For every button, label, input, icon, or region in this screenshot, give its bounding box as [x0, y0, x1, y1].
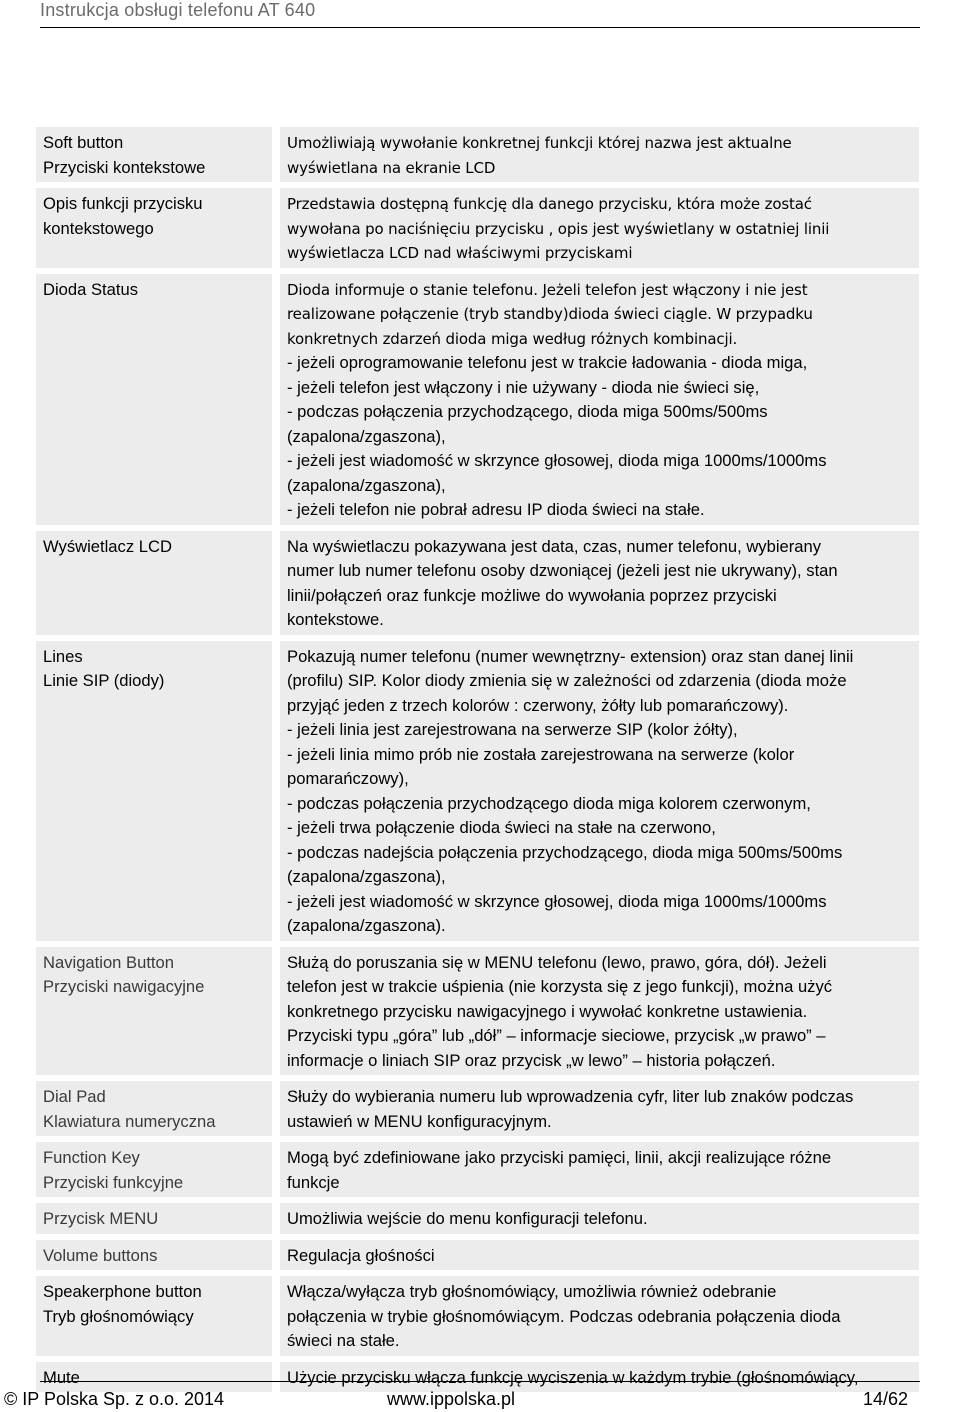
description-line: konkretnych zdarzeń dioda miga według różnych kombinacji. [287, 329, 738, 348]
description-line: Umożliwia wejście do menu konfiguracji telefonu. [287, 1209, 648, 1228]
key-line: Linie SIP (diody) [43, 671, 165, 690]
key-line: Tryb głośnomówiący [43, 1306, 194, 1326]
row-description [272, 531, 919, 641]
key-line: Przyciski nawigacyjne [43, 977, 205, 996]
row-key [36, 531, 272, 641]
description-line: Użycie przycisku włącza funkcję wyciszenia w każdym trybie (głośnomówiący, [287, 1367, 859, 1387]
key-line: Mute [43, 1367, 80, 1387]
description-line: Mogą być zdefiniowane jako przyciski pamięci, linii, akcji realizujące różne [287, 1148, 832, 1167]
footer-website: www.ippolska.pl [387, 1389, 516, 1409]
row-description [272, 188, 919, 274]
table-row [36, 1142, 919, 1203]
row-key [36, 1240, 272, 1277]
description-line: - jeżeli oprogramowanie telefonu jest w trakcie ładowania - dioda miga, [287, 353, 808, 372]
description-line: (profilu) SIP. Kolor diody zmienia się w zależności od zdarzenia (dioda może [287, 671, 847, 690]
button-description-table [36, 127, 919, 1398]
row-description [272, 1203, 919, 1240]
description-line: przyjąć jeden z trzech kolorów : czerwony, żółty lub pomarańczowy). [287, 695, 789, 715]
key-line: Przyciski funkcyjne [43, 1172, 184, 1192]
description-line: - podczas nadejścia połączenia przychodzącego, dioda miga 500ms/500ms [287, 842, 843, 862]
description-line: - podczas połączenia przychodzącego dioda miga kolorem czerwonym, [287, 793, 811, 813]
key-line: Przycisk MENU [43, 1209, 159, 1228]
key-line: Opis funkcji przycisku [43, 194, 203, 213]
description-line: - jeżeli jest wiadomość w skrzynce głosowej, dioda miga 1000ms/1000ms [287, 891, 827, 911]
key-line: Soft button [43, 133, 124, 152]
description-line: telefon jest w trakcie uśpienia (nie korzysta się z jego funkcji), można użyć [287, 977, 833, 996]
description-line: (zapalona/zgaszona), [287, 475, 446, 495]
table-row [36, 531, 919, 641]
table-row [36, 947, 919, 1082]
description-line: Służy do wybierania numeru lub wprowadzenia cyfr, liter lub znaków podczas [287, 1087, 854, 1106]
description-line: Włącza/wyłącza tryb głośnomówiący, umożliwia również odebranie [287, 1282, 777, 1301]
row-key [36, 188, 272, 274]
description-line: Przyciski typu „góra” lub „dół” – informacje sieciowe, przycisk „w prawo” – [287, 1026, 826, 1045]
key-line: Dial Pad [43, 1087, 106, 1106]
footer-copyright: © IP Polska Sp. z o.o. 2014 [4, 1389, 225, 1409]
table-row [36, 641, 919, 947]
row-description [272, 641, 919, 947]
row-description [272, 1276, 919, 1362]
row-key [36, 1276, 272, 1362]
table-row [36, 1081, 919, 1142]
description-line: konkretnego przycisku nawigacyjnego i wywołać konkretne ustawienia. [287, 1001, 808, 1021]
description-line: (zapalona/zgaszona), [287, 867, 446, 886]
row-key [36, 947, 272, 1082]
description-line: linii/połączeń oraz funkcje możliwe do wywołania poprzez przyciski [287, 585, 777, 605]
description-line: Umożliwiają wywołanie konkretnej funkcji której nazwa jest aktualne [287, 134, 792, 152]
description-line: wyświetlacza LCD nad właściwymi przyciskami [287, 244, 633, 262]
table-row [36, 274, 919, 531]
description-line: informacje o liniach SIP oraz przycisk „w lewo” – historia połączeń. [287, 1050, 776, 1070]
row-key [36, 274, 272, 531]
description-line: - jeżeli telefon nie pobrał adresu IP dioda świeci na stałe. [287, 500, 705, 519]
row-description [272, 1081, 919, 1142]
row-description [272, 274, 919, 531]
description-line: Pokazują numer telefonu (numer wewnętrzny- extension) oraz stan danej linii [287, 646, 854, 666]
key-line: Klawiatura numeryczna [43, 1111, 216, 1131]
description-line: realizowane połączenie (tryb standby)dioda świeci ciągle. W przypadku [287, 305, 813, 323]
table-row [36, 1240, 919, 1277]
page-footer [0, 1381, 960, 1412]
key-line: Dioda Status [43, 279, 139, 299]
description-line: Przedstawia dostępną funkcję dla danego przycisku, która może zostać [287, 195, 812, 213]
description-line: pomarańczowy), [287, 769, 409, 788]
description-line: numer lub numer telefonu osoby dzwoniącej (jeżeli jest nie ukrywany), stan [287, 561, 838, 580]
row-key [36, 1081, 272, 1142]
description-line: - jeżeli trwa połączenie dioda świeci na stałe na czerwono, [287, 818, 716, 837]
row-key [36, 641, 272, 947]
footer-page-number: 14/62 [863, 1389, 909, 1409]
row-description [272, 1240, 919, 1277]
description-line: kontekstowe. [287, 610, 384, 629]
row-key [36, 127, 272, 188]
description-line: Dioda informuje o stanie telefonu. Jeżeli telefon jest włączony i nie jest [287, 280, 808, 299]
description-line: - jeżeli jest wiadomość w skrzynce głosowej, dioda miga 1000ms/1000ms [287, 451, 827, 470]
table-row [36, 127, 919, 188]
description-line: wywołana po naciśnięciu przycisku , opis jest wyświetlany w ostatniej linii [287, 219, 830, 238]
key-line: Navigation Button [43, 952, 174, 972]
row-description [272, 127, 919, 188]
description-line: świeci na stałe. [287, 1331, 400, 1350]
table-row [36, 188, 919, 274]
description-line: (zapalona/zgaszona). [287, 916, 446, 935]
description-line: funkcje [287, 1172, 340, 1192]
key-line: Przyciski kontekstowe [43, 157, 206, 177]
key-line: Function Key [43, 1148, 140, 1167]
table-row [36, 1276, 919, 1362]
description-line: połączenia w trybie głośnomówiącym. Podczas odebrania połączenia dioda [287, 1306, 841, 1326]
row-key [36, 1142, 272, 1203]
key-line: Wyświetlacz LCD [43, 536, 172, 556]
description-line: (zapalona/zgaszona), [287, 426, 446, 446]
description-line: wyświetlana na ekranie LCD [287, 158, 496, 177]
description-line: - podczas połączenia przychodzącego, dioda miga 500ms/500ms [287, 402, 768, 421]
row-description [272, 1142, 919, 1203]
description-line: ustawień w MENU konfiguracyjnym. [287, 1111, 552, 1131]
row-description [272, 947, 919, 1082]
description-line: - jeżeli telefon jest włączony i nie używany - dioda nie świeci się, [287, 377, 760, 397]
row-key [36, 1203, 272, 1240]
page-header [40, 0, 920, 28]
description-line: Regulacja głośności [287, 1245, 435, 1265]
description-line: - jeżeli linia jest zarejestrowana na serwerze SIP (kolor żółty), [287, 720, 738, 739]
key-line: Speakerphone button [43, 1282, 202, 1301]
description-line: - jeżeli linia mimo prób nie została zarejestrowana na serwerze (kolor [287, 744, 795, 764]
description-line: Na wyświetlaczu pokazywana jest data, czas, numer telefonu, wybierany [287, 536, 822, 556]
footer-divider [40, 1381, 920, 1382]
document-title: Instrukcja obsługi telefonu AT 640 [40, 0, 316, 20]
key-line: Volume buttons [43, 1245, 158, 1265]
table-row [36, 1203, 919, 1240]
key-line: Lines [43, 646, 83, 666]
key-line: kontekstowego [43, 218, 154, 238]
description-line: Służą do poruszania się w MENU telefonu (lewo, prawo, góra, dół). Jeżeli [287, 952, 827, 972]
